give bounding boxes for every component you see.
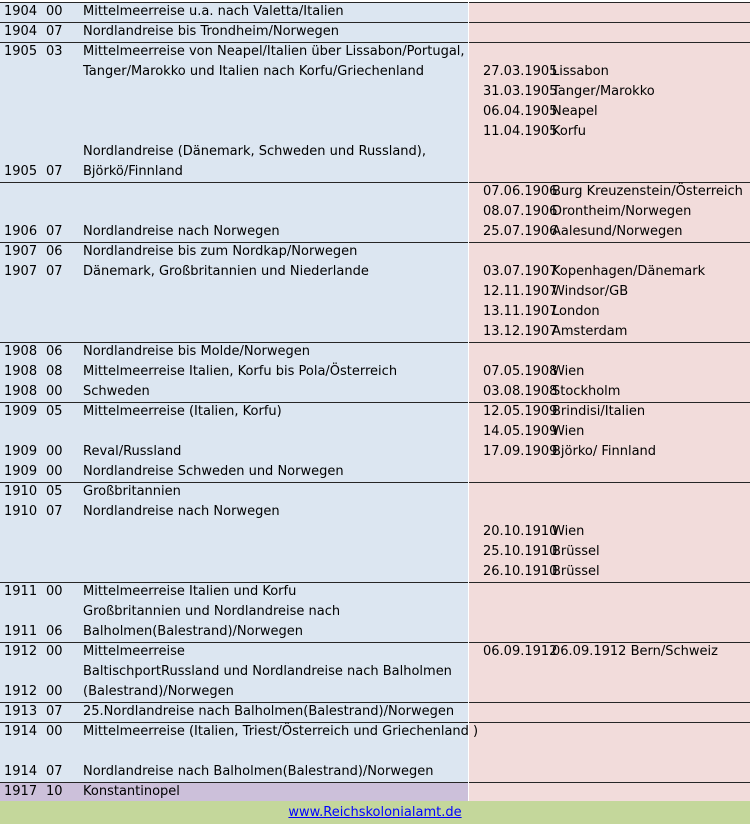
year-cell: 1911	[4, 584, 38, 599]
year-cell: 1910	[4, 484, 38, 499]
date-cell: 13.12.1907	[483, 324, 558, 339]
number-cell: 06	[46, 624, 63, 639]
table-row	[0, 82, 750, 102]
year-cell: 1917	[4, 784, 38, 799]
description-cell: Nordlandreise (Dänemark, Schweden und Russland),	[83, 144, 427, 159]
description-cell: (Balestrand)/Norwegen	[83, 684, 234, 699]
table-row	[0, 222, 750, 242]
place-cell: Wien	[552, 524, 585, 539]
description-cell: Reval/Russland	[83, 444, 182, 459]
year-cell: 1907	[4, 244, 38, 259]
place-cell: 06.09.1912 Bern/Schweiz	[552, 644, 718, 659]
number-cell: 07	[46, 224, 63, 239]
table-row	[0, 102, 750, 122]
place-cell: Tanger/Marokko	[552, 84, 655, 99]
place-cell: Burg Kreuzenstein/Österreich	[552, 184, 743, 199]
description-cell: BaltischportRussland und Nordlandreise nach Balholmen	[83, 664, 452, 679]
year-cell: 1908	[4, 384, 38, 399]
number-cell: 00	[46, 444, 63, 459]
year-cell: 1904	[4, 4, 38, 19]
year-cell: 1908	[4, 364, 38, 379]
place-cell: Wien	[552, 424, 585, 439]
table-row	[0, 242, 750, 262]
date-cell: 12.05.1909	[483, 404, 558, 419]
number-cell: 00	[46, 384, 63, 399]
place-cell: Windsor/GB	[552, 284, 629, 299]
table-row	[0, 782, 750, 802]
date-cell: 07.06.1906	[483, 184, 558, 199]
table-row	[0, 142, 750, 162]
table-row	[0, 122, 750, 142]
date-cell: 27.03.1905	[483, 64, 558, 79]
table-row	[0, 182, 750, 202]
table-row	[0, 482, 750, 502]
date-cell: 25.10.1910	[483, 544, 558, 559]
table-row	[0, 202, 750, 222]
description-cell: Nordlandreise nach Norwegen	[83, 224, 280, 239]
date-cell: 13.11.1907	[483, 304, 558, 319]
number-cell: 03	[46, 44, 63, 59]
table-row	[0, 162, 750, 182]
number-cell: 00	[46, 4, 63, 19]
year-cell: 1909	[4, 464, 38, 479]
number-cell: 05	[46, 484, 63, 499]
year-cell: 1905	[4, 44, 38, 59]
date-cell: 11.04.1905	[483, 124, 558, 139]
date-cell: 31.03.1905	[483, 84, 558, 99]
description-cell: Tanger/Marokko und Italien nach Korfu/Griechenland	[83, 64, 425, 79]
year-cell: 1904	[4, 24, 38, 39]
date-cell: 26.10.1910	[483, 564, 558, 579]
year-cell: 1906	[4, 224, 38, 239]
footer-bar	[0, 801, 750, 824]
date-cell: 07.05.1908	[483, 364, 558, 379]
date-cell: 03.07.1907	[483, 264, 558, 279]
table-row	[0, 502, 750, 522]
year-cell: 1912	[4, 684, 38, 699]
number-cell: 07	[46, 504, 63, 519]
year-cell: 1914	[4, 724, 38, 739]
number-cell: 08	[46, 364, 63, 379]
table-row	[0, 682, 750, 702]
description-cell: Nordlandreise nach Balholmen(Balestrand)/Norwegen	[83, 764, 434, 779]
table-row	[0, 562, 750, 582]
table-row	[0, 382, 750, 402]
place-cell: Korfu	[552, 124, 586, 139]
table-row	[0, 442, 750, 462]
table-row	[0, 582, 750, 602]
table-row	[0, 642, 750, 662]
place-cell: London	[552, 304, 600, 319]
place-cell: Brüssel	[552, 564, 600, 579]
description-cell: Nordlandreise Schweden und Norwegen	[83, 464, 344, 479]
description-cell: Nordlandreise bis Molde/Norwegen	[83, 344, 311, 359]
description-cell: Nordlandreise bis Trondheim/Norwegen	[83, 24, 340, 39]
place-cell: Kopenhagen/Dänemark	[552, 264, 706, 279]
year-cell: 1913	[4, 704, 38, 719]
date-cell: 08.07.1906	[483, 204, 558, 219]
year-cell: 1914	[4, 764, 38, 779]
table-row	[0, 622, 750, 642]
description-cell: Dänemark, Großbritannien und Niederlande	[83, 264, 369, 279]
description-cell: Konstantinopel	[83, 784, 180, 799]
number-cell: 07	[46, 24, 63, 39]
date-cell: 20.10.1910	[483, 524, 558, 539]
number-cell: 07	[46, 264, 63, 279]
number-cell: 00	[46, 584, 63, 599]
number-cell: 07	[46, 764, 63, 779]
description-cell: Nordlandreise bis zum Nordkap/Norwegen	[83, 244, 358, 259]
description-cell: Mittelmeerreise	[83, 644, 185, 659]
website-link[interactable]: www.Reichskolonialamt.de	[288, 805, 462, 820]
year-cell: 1911	[4, 624, 38, 639]
year-cell: 1909	[4, 444, 38, 459]
table-row	[0, 742, 750, 762]
year-cell: 1907	[4, 264, 38, 279]
table-row	[0, 542, 750, 562]
table-row	[0, 522, 750, 542]
table-row	[0, 462, 750, 482]
description-cell: Nordlandreise nach Norwegen	[83, 504, 280, 519]
description-cell: Mittelmeerreise Italien, Korfu bis Pola/Österreich	[83, 364, 398, 379]
description-cell: Mittelmeerreise (Italien, Korfu)	[83, 404, 282, 419]
table-row	[0, 282, 750, 302]
description-cell: Balholmen(Balestrand)/Norwegen	[83, 624, 304, 639]
description-cell: Mittelmeerreise u.a. nach Valetta/Italien	[83, 4, 344, 19]
description-cell: Mittelmeerreise von Neapel/Italien über Lissabon/Portugal,	[83, 44, 465, 59]
date-cell: 03.08.1908	[483, 384, 558, 399]
date-cell: 25.07.1906	[483, 224, 558, 239]
table-row	[0, 302, 750, 322]
year-cell: 1908	[4, 344, 38, 359]
date-cell: 14.05.1909	[483, 424, 558, 439]
year-cell: 1912	[4, 644, 38, 659]
year-cell: 1905	[4, 164, 38, 179]
date-cell: 17.09.1909	[483, 444, 558, 459]
place-cell: Wien	[552, 364, 585, 379]
description-cell: Schweden	[83, 384, 150, 399]
place-cell: Amsterdam	[552, 324, 628, 339]
place-cell: Brüssel	[552, 544, 600, 559]
table-row	[0, 422, 750, 442]
table-row	[0, 602, 750, 622]
table-row	[0, 62, 750, 82]
table-row	[0, 662, 750, 682]
table-row	[0, 262, 750, 282]
table-row	[0, 2, 750, 22]
place-cell: Aalesund/Norwegen	[552, 224, 683, 239]
number-cell: 06	[46, 344, 63, 359]
date-cell: 06.09.1912	[483, 644, 558, 659]
number-cell: 05	[46, 404, 63, 419]
date-cell: 12.11.1907	[483, 284, 558, 299]
description-cell: Björkö/Finnland	[83, 164, 183, 179]
description-cell: Großbritannien	[83, 484, 181, 499]
place-cell: Stockholm	[552, 384, 621, 399]
place-cell: Brindisi/Italien	[552, 404, 646, 419]
place-cell: Neapel	[552, 104, 598, 119]
table-row	[0, 722, 750, 742]
place-cell: Björko/ Finnland	[552, 444, 657, 459]
place-cell: Drontheim/Norwegen	[552, 204, 692, 219]
number-cell: 00	[46, 724, 63, 739]
number-cell: 10	[46, 784, 63, 799]
number-cell: 00	[46, 684, 63, 699]
table-row	[0, 402, 750, 422]
table-row	[0, 702, 750, 722]
description-cell: Großbritannien und Nordlandreise nach	[83, 604, 341, 619]
table-row	[0, 22, 750, 42]
year-cell: 1909	[4, 404, 38, 419]
number-cell: 06	[46, 244, 63, 259]
table-row	[0, 362, 750, 382]
year-cell: 1910	[4, 504, 38, 519]
table-row	[0, 322, 750, 342]
number-cell: 00	[46, 464, 63, 479]
date-cell: 06.04.1905	[483, 104, 558, 119]
table-row	[0, 342, 750, 362]
number-cell: 07	[46, 704, 63, 719]
number-cell: 07	[46, 164, 63, 179]
description-cell: Mittelmeerreise Italien und Korfu	[83, 584, 297, 599]
table-row	[0, 762, 750, 782]
description-cell: 25.Nordlandreise nach Balholmen(Balestrand)/Norwegen	[83, 704, 455, 719]
table-row	[0, 42, 750, 62]
place-cell: Lissabon	[552, 64, 609, 79]
description-cell: Mittelmeerreise (Italien, Triest/Österreich und Griechenland )	[83, 724, 479, 739]
number-cell: 00	[46, 644, 63, 659]
